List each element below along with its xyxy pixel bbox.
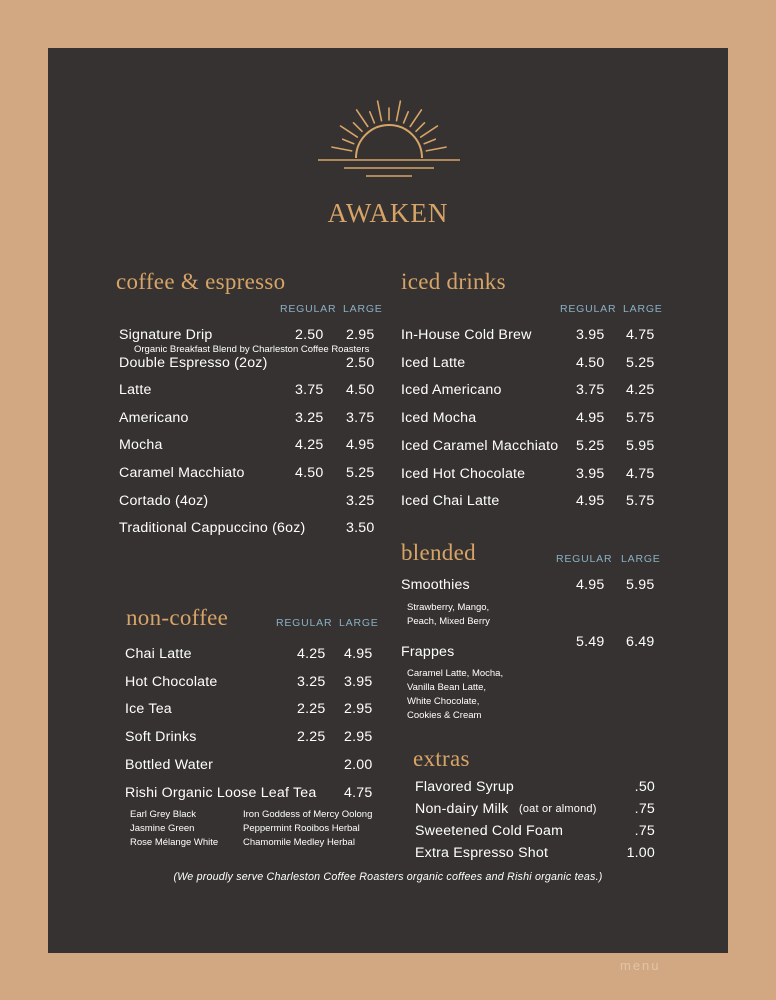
coffee-regular-price: 3.25 [295,409,324,426]
extras-item-note: (oat or almond) [519,803,597,815]
extras-price: .75 [634,801,655,817]
smoothies-name: Smoothies [401,577,470,593]
menu-board [48,48,728,953]
coffee-section-title: coffee & espresso [116,269,286,294]
iced-large-price: 4.75 [626,327,655,343]
noncoffee-regular-price: 4.25 [297,646,326,662]
coffee-row [119,410,399,430]
coffee-large-price: 3.75 [346,409,375,426]
iced-item-name: Iced Latte [401,354,466,371]
coffee-item-name: Traditional Cappuccino (6oz) [119,520,306,537]
brand-name: AWAKEN [327,198,449,228]
coffee-large-price: 2.50 [346,354,375,371]
noncoffee-item-name: Hot Chocolate [125,673,218,690]
iced-regular-price: 4.95 [576,493,605,510]
iced-regular-price: 3.95 [576,465,605,482]
sunrise-logo-icon [316,98,462,180]
noncoffee-large-price: 2.95 [344,729,373,746]
coffee-item-name: Latte [119,382,152,399]
noncoffee-item-name: Soft Drinks [125,729,197,746]
coffee-regular-header: REGULAR [280,303,337,315]
noncoffee-row [125,646,405,666]
extras-item-name: Sweetened Cold Foam [415,823,564,839]
coffee-large-price: 3.50 [346,520,375,537]
extras-row [415,845,655,865]
noncoffee-item-name: Chai Latte [125,646,192,662]
iced-row [401,493,681,513]
blended-section-title: blended [401,540,476,565]
iced-large-price: 5.95 [626,437,655,454]
frappe-flavors: Caramel Latte, Mocha, Vanilla Bean Latte, White Chocolate, Cookies & Cream [407,668,504,721]
watermark: menu [620,958,661,973]
noncoffee-row [125,729,405,749]
coffee-item-name: Americano [119,409,189,426]
noncoffee-row [125,674,405,694]
noncoffee-item-name: Rishi Organic Loose Leaf Tea [125,784,317,801]
noncoffee-large-price: 4.75 [344,784,373,801]
footer-note: (We proudly serve Charleston Coffee Roasters organic coffees and Rishi organic teas.) [173,871,603,883]
frappes-row [401,644,601,664]
extras-row [415,823,655,843]
iced-large-price: 4.25 [626,382,655,399]
coffee-large-price: 4.50 [346,382,375,399]
iced-regular-price: 4.50 [576,354,605,371]
noncoffee-item-name: Ice Tea [125,701,172,718]
noncoffee-regular-price: 3.25 [297,673,326,690]
noncoffee-regular-header: REGULAR [276,617,333,629]
noncoffee-row [125,701,405,721]
noncoffee-large-header: LARGE [339,617,379,629]
frappes-regular-price: 5.49 [576,634,605,650]
smoothies-large-price: 5.95 [626,577,655,593]
iced-item-name: In-House Cold Brew [401,327,532,343]
iced-regular-price: 3.95 [576,327,605,343]
coffee-row [119,493,399,513]
coffee-item-name: Mocha [119,437,163,454]
iced-large-price: 5.75 [626,493,655,510]
extras-price: 1.00 [626,845,655,861]
coffee-large-price: 4.95 [346,437,375,454]
noncoffee-large-price: 4.95 [344,646,373,662]
blended-large-header: LARGE [621,553,661,565]
iced-item-name: Iced Americano [401,382,502,399]
iced-row [401,466,681,486]
smoothies-row [401,577,671,597]
coffee-large-price: 2.95 [346,327,375,343]
smoothie-flavors: Strawberry, Mango, Peach, Mixed Berry [407,602,490,627]
noncoffee-row [125,785,405,805]
iced-item-name: Iced Caramel Macchiato [401,437,559,454]
iced-large-price: 5.25 [626,354,655,371]
iced-large-price: 4.75 [626,465,655,482]
extras-item-name: Non-dairy Milk [415,801,509,817]
frappes-name: Frappes [401,644,455,660]
coffee-item-name: Double Espresso (2oz) [119,354,268,371]
noncoffee-regular-price: 2.25 [297,701,326,718]
iced-row [401,327,681,347]
coffee-regular-price: 3.75 [295,382,324,399]
tea-list-right: Iron Goddess of Mercy Oolong Peppermint Rooibos Herbal Chamomile Medley Herbal [243,809,373,848]
coffee-row [119,355,399,375]
extras-row [415,779,655,799]
extras-row [415,801,655,821]
iced-section-title: iced drinks [401,269,506,294]
noncoffee-item-name: Bottled Water [125,756,214,773]
extras-price: .50 [634,779,655,795]
iced-large-header: LARGE [623,303,663,315]
iced-regular-header: REGULAR [560,303,617,315]
noncoffee-large-price: 3.95 [344,673,373,690]
coffee-regular-price: 4.50 [295,465,324,481]
coffee-large-price: 3.25 [346,492,375,509]
iced-row [401,382,681,402]
iced-item-name: Iced Hot Chocolate [401,465,526,482]
extras-section-title: extras [413,746,470,771]
coffee-row [119,382,399,402]
noncoffee-large-price: 2.95 [344,701,373,718]
coffee-large-price: 5.25 [346,465,375,481]
coffee-row [119,437,399,457]
coffee-item-name: Cortado (4oz) [119,492,209,509]
coffee-item-name: Signature Drip [119,327,213,343]
coffee-regular-price: 4.25 [295,437,324,454]
frappes-large-price: 6.49 [626,634,655,650]
coffee-row [119,465,399,485]
iced-large-price: 5.75 [626,410,655,427]
noncoffee-regular-price: 2.25 [297,729,326,746]
extras-item-name: Flavored Syrup [415,779,515,795]
iced-regular-price: 3.75 [576,382,605,399]
extras-price: .75 [634,823,655,839]
iced-item-name: Iced Chai Latte [401,493,500,510]
coffee-row [119,520,399,540]
iced-row [401,410,681,430]
coffee-item-name: Caramel Macchiato [119,465,245,481]
smoothies-regular-price: 4.95 [576,577,605,593]
noncoffee-row [125,757,405,777]
tea-list-left: Earl Grey Black Jasmine Green Rose Mélange White [130,809,219,848]
drip-note: Organic Breakfast Blend by Charleston Coffee Roasters [134,344,370,355]
noncoffee-section-title: non-coffee [126,605,229,630]
coffee-regular-price: 2.50 [295,327,324,343]
iced-regular-price: 5.25 [576,437,605,454]
iced-regular-price: 4.95 [576,410,605,427]
noncoffee-large-price: 2.00 [344,756,373,773]
iced-row [401,438,681,458]
coffee-large-header: LARGE [343,303,383,315]
blended-regular-header: REGULAR [556,553,613,565]
iced-item-name: Iced Mocha [401,410,477,427]
extras-item-name: Extra Espresso Shot [415,845,549,861]
iced-row [401,355,681,375]
